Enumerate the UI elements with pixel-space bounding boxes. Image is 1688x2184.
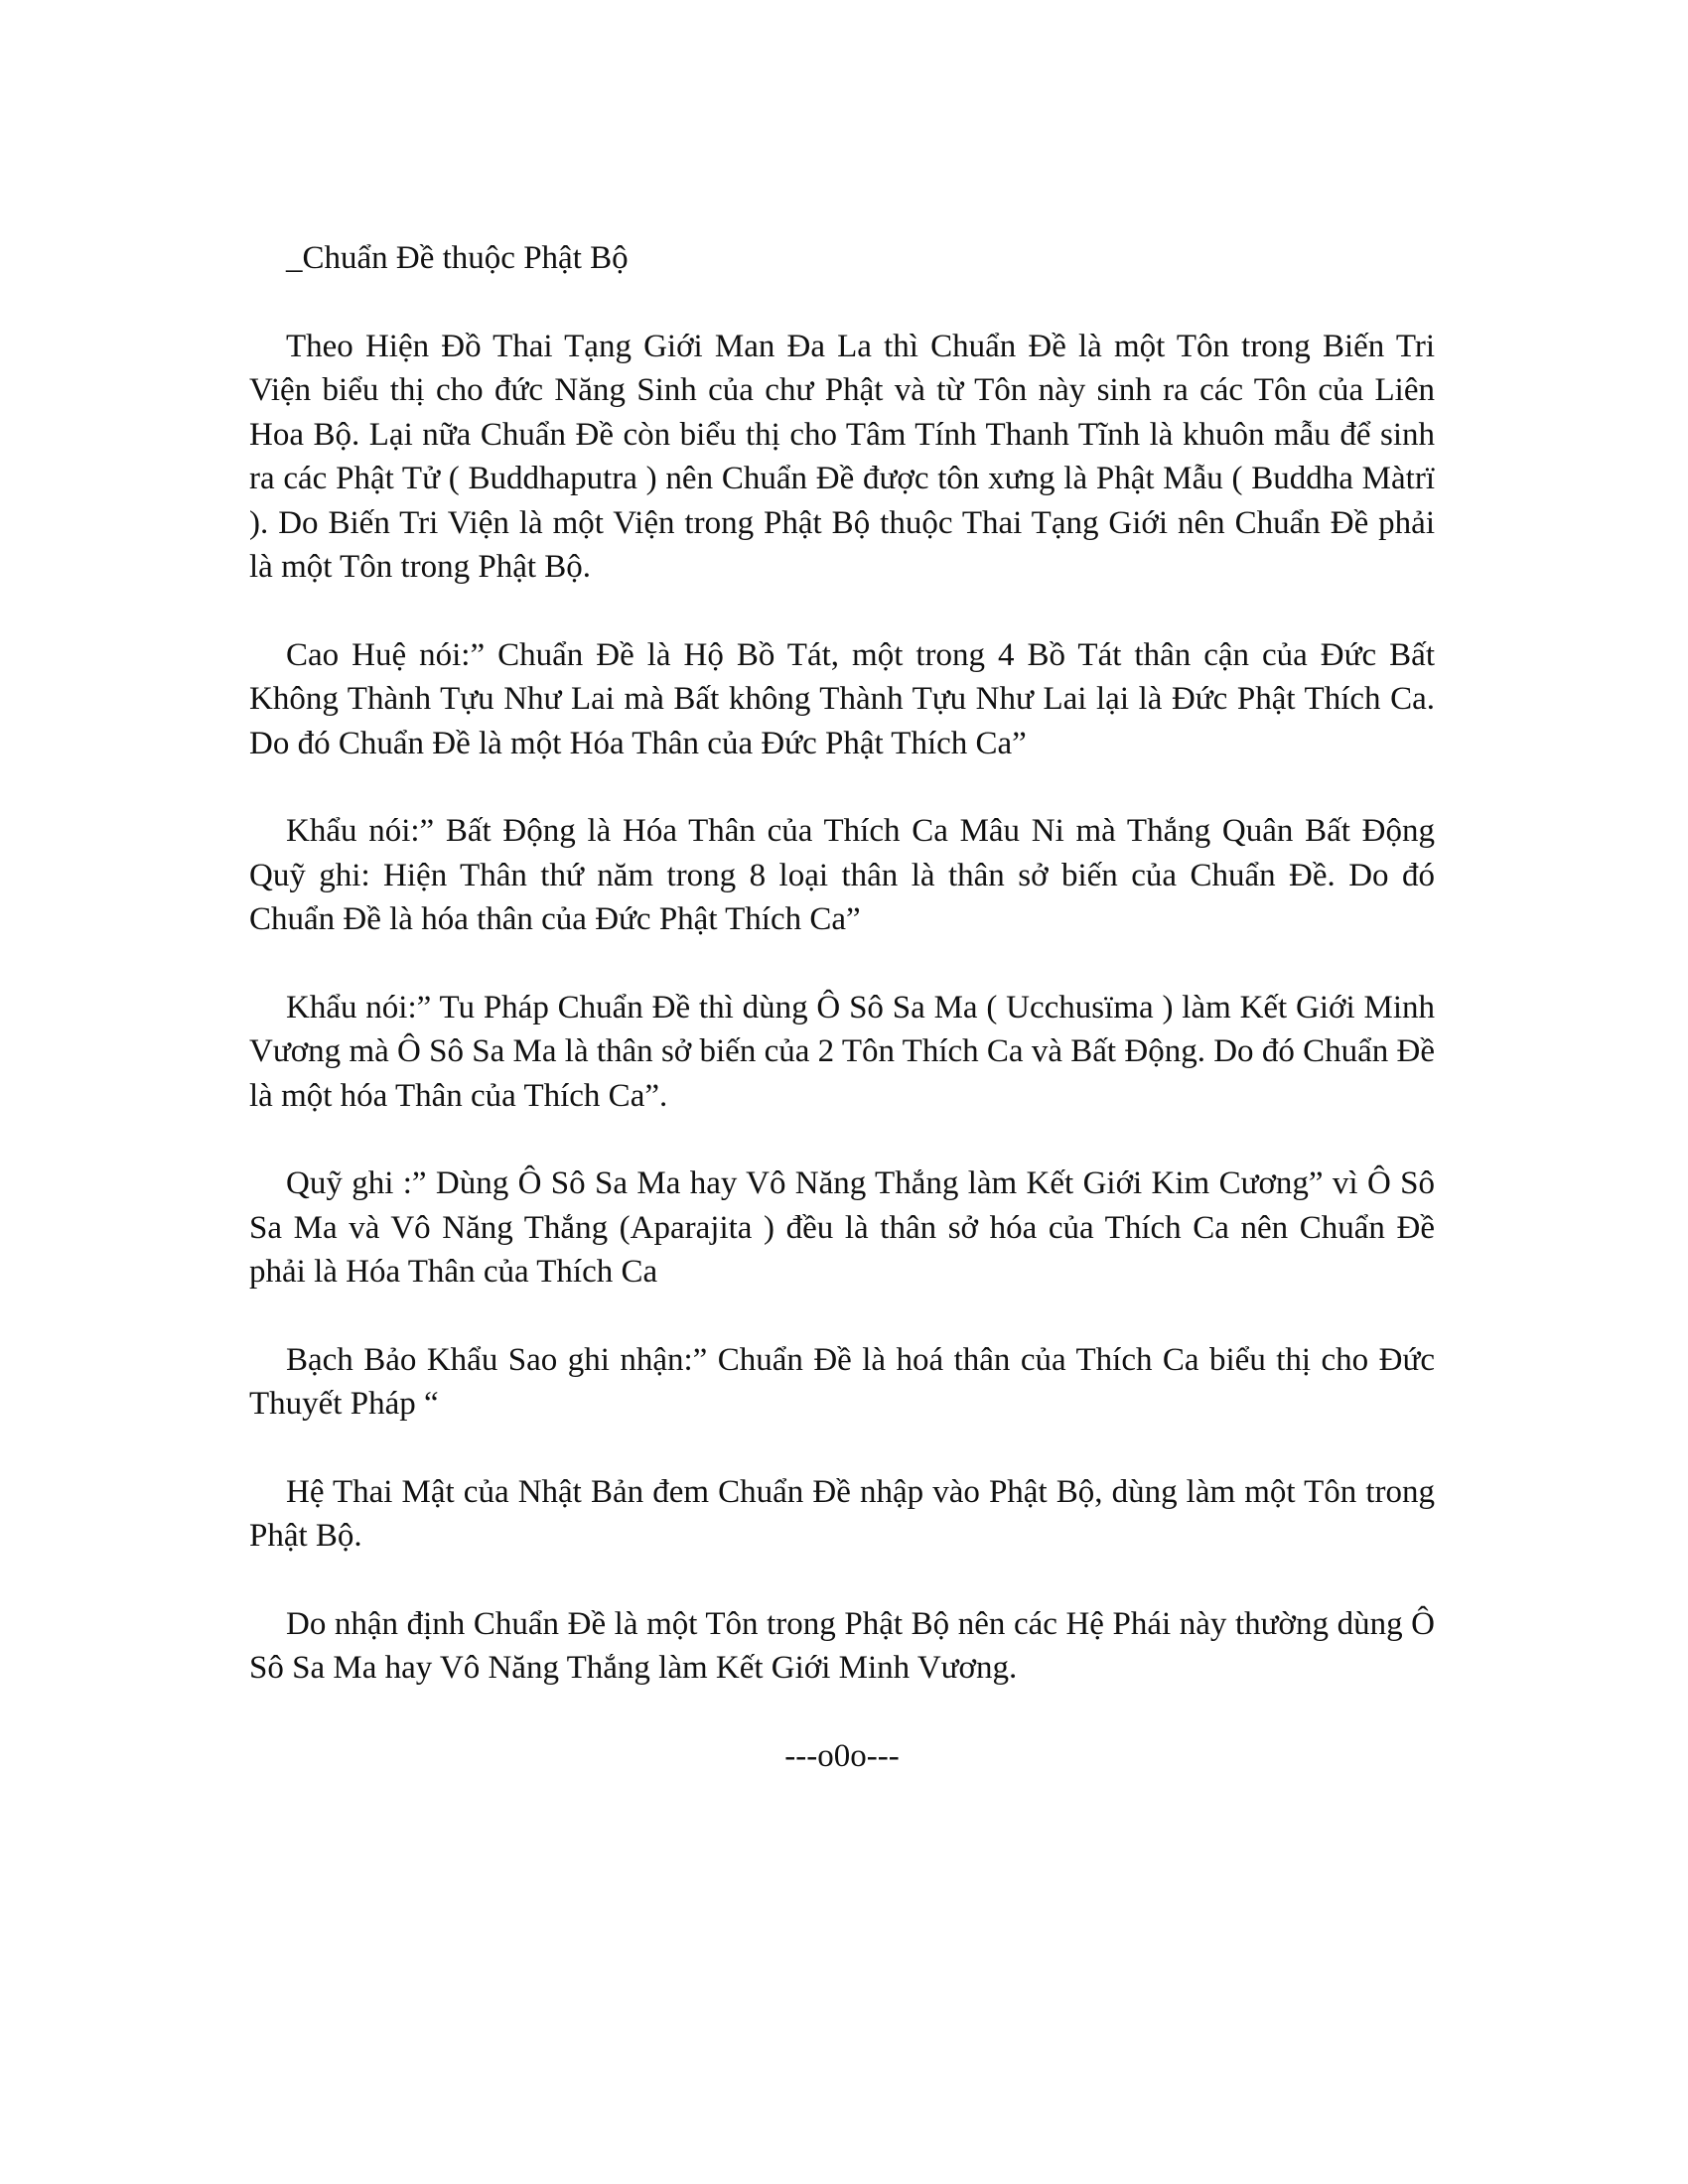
paragraph-1: Theo Hiện Đồ Thai Tạng Giới Man Đa La thì Chuẩn Đề là một Tôn trong Biến Tri Viện biểu thị cho đức Năng Sinh của chư Phật và từ Tôn này sinh ra các Tôn của Liên Hoa Bộ. Lại nữa Chuẩn Đề còn biểu thị cho Tâm Tính Thanh Tĩnh là khuôn mẫu để sinh ra các Phật Tử ( Buddhaputra ) nên Chuẩn Đề được tôn xưng là Phật Mẫu ( Buddha Màtrï ). Do Biến Tri Viện là một Viện trong Phật Bộ thuộc Thai Tạng Giới nên Chuẩn Đề phải là một Tôn trong Phật Bộ.	[249, 328, 1435, 585]
paragraph-4: Khẩu nói:” Tu Pháp Chuẩn Đề thì dùng Ô Sô Sa Ma ( Ucchusïma ) làm Kết Giới Minh Vương mà Ô Sô Sa Ma là thân sở biến của 2 Tôn Thích Ca và Bất Động. Do đó Chuẩn Đề là một hóa Thân của Thích Ca”.	[249, 989, 1435, 1114]
paragraph-6: Bạch Bảo Khẩu Sao ghi nhận:” Chuẩn Đề là hoá thân của Thích Ca biểu thị cho Đức Thuyết Pháp “	[249, 1341, 1435, 1422]
paragraph-3: Khẩu nói:” Bất Động là Hóa Thân của Thích Ca Mâu Ni mà Thắng Quân Bất Động Quỹ ghi: Hiện Thân thứ năm trong 8 loại thân là thân sở biến của Chuẩn Đề. Do đó Chuẩn Đề là hóa thân của Đức Phật Thích Ca”	[249, 813, 1435, 937]
paragraph-8: Do nhận định Chuẩn Đề là một Tôn trong Phật Bộ nên các Hệ Phái này thường dùng Ô Sô Sa Ma hay Vô Năng Thắng làm Kết Giới Minh Vương.	[249, 1605, 1435, 1686]
section-title: _Chuẩn Đề thuộc Phật Bộ	[286, 240, 629, 276]
paragraph-5: Quỹ ghi :” Dùng Ô Sô Sa Ma hay Vô Năng Thắng làm Kết Giới Kim Cương” vì Ô Sô Sa Ma và Vô Năng Thắng (Aparajita ) đều là thân sở hóa của Thích Ca nên Chuẩn Đề phải là Hóa Thân của Thích Ca	[249, 1165, 1435, 1290]
paragraph-2: Cao Huệ nói:” Chuẩn Đề là Hộ Bồ Tát, một trong 4 Bồ Tát thân cận của Đức Bất Không Thành Tựu Như Lai mà Bất không Thành Tựu Như Lai lại là Đức Phật Thích Ca. Do đó Chuẩn Đề là một Hóa Thân của Đức Phật Thích Ca”	[249, 636, 1435, 761]
paragraph-7: Hệ Thai Mật của Nhật Bản đem Chuẩn Đề nhập vào Phật Bộ, dùng làm một Tôn trong Phật Bộ.	[249, 1473, 1435, 1554]
document-page	[249, 236, 1435, 1778]
section-end-ornament: ---o0o---	[784, 1737, 900, 1774]
